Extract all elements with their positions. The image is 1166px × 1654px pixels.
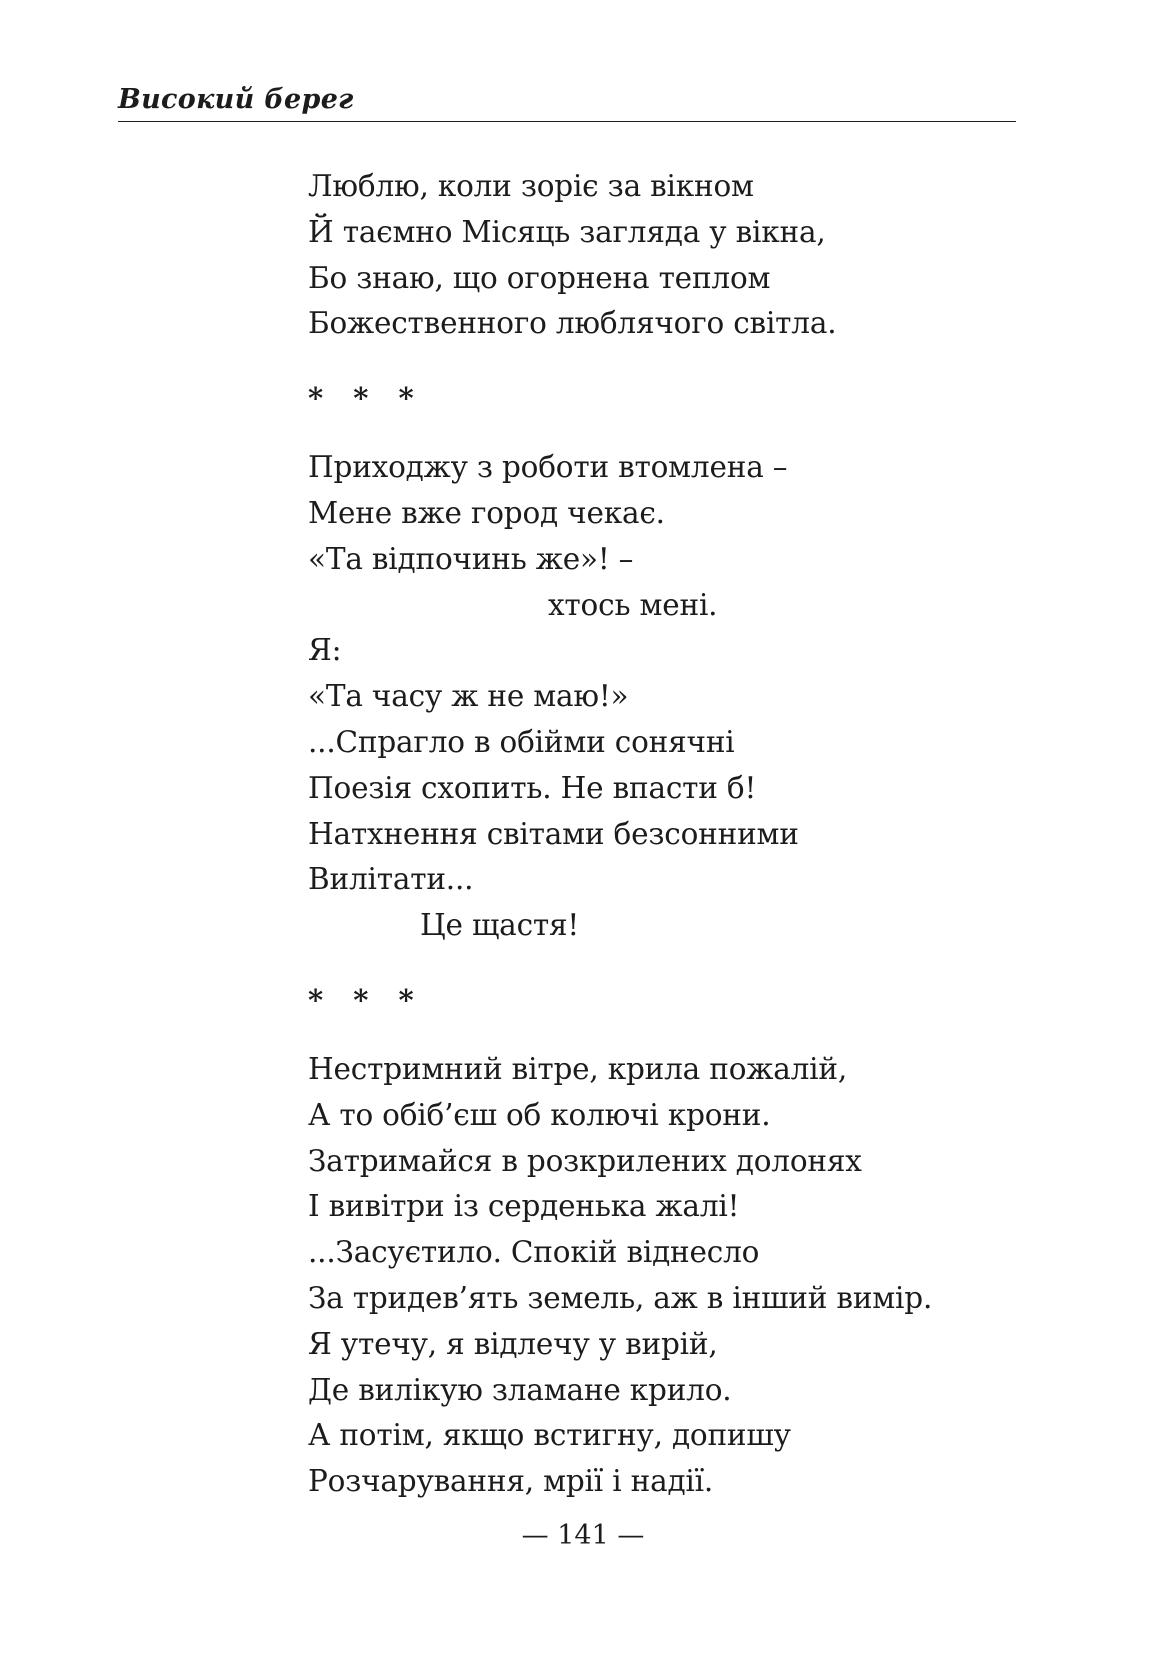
poem-line: І вивітри із серденька жалі! bbox=[308, 1189, 740, 1224]
poem-line: Поезія схопить. Не впасти б! bbox=[308, 770, 757, 805]
running-header bbox=[118, 80, 1016, 122]
poem-line: Люблю, коли зоріє за вікном bbox=[308, 169, 754, 203]
poem-separator: * * * bbox=[308, 982, 424, 1017]
poem-line: Я: bbox=[308, 633, 342, 668]
poem-line: Бо знаю, що огорнена теплом bbox=[308, 260, 771, 295]
poem-line: Натхнення світами безсонними bbox=[308, 816, 799, 851]
poem-separator: * * * bbox=[308, 381, 424, 416]
poem-line: А то обіб’єш об колючі крони. bbox=[308, 1097, 771, 1132]
book-title: Високий берег bbox=[118, 84, 354, 115]
header-divider bbox=[118, 121, 1016, 122]
page-number: — 141 — bbox=[521, 1520, 645, 1551]
poem-line: За тридев’ять земель, аж в інший вимір. bbox=[308, 1280, 933, 1315]
poem-1 bbox=[308, 164, 1008, 347]
poem-line: ...Спрагло в обійми сонячні bbox=[308, 724, 735, 759]
poem-line: «Та відпочинь же»! – bbox=[308, 541, 634, 576]
poem-line: Нестримний вітре, крила пожалій, bbox=[308, 1051, 847, 1086]
poem-line: ...Засуєтило. Спокій віднесло bbox=[308, 1235, 760, 1270]
poem-2 bbox=[308, 445, 1008, 949]
poem-content bbox=[308, 164, 1008, 1505]
poem-line: А потім, якщо встигну, допишу bbox=[308, 1418, 791, 1453]
poem-line: Розчарування, мрії і надії. bbox=[308, 1464, 714, 1499]
poem-line: «Та часу ж не маю!» bbox=[308, 679, 629, 714]
poem-line: Це щастя! bbox=[420, 908, 580, 943]
poem-line: Й таємно Місяць загляда у вікна, bbox=[308, 214, 826, 249]
poem-3 bbox=[308, 1047, 1008, 1505]
poem-line: Приходжу з роботи втомлена – bbox=[308, 450, 788, 485]
poem-line: Божественного люблячого світла. bbox=[308, 306, 837, 341]
poem-line: Де вилікую зламане крило. bbox=[308, 1372, 732, 1407]
poem-line: Я утечу, я відлечу у вирій, bbox=[308, 1326, 718, 1361]
poem-line: Затримайся в розкрилених долонях bbox=[308, 1143, 862, 1178]
poem-line: хтось мені. bbox=[548, 587, 718, 622]
poem-line: Вилітати... bbox=[308, 862, 474, 897]
poem-line: Мене вже город чекає. bbox=[308, 495, 665, 530]
